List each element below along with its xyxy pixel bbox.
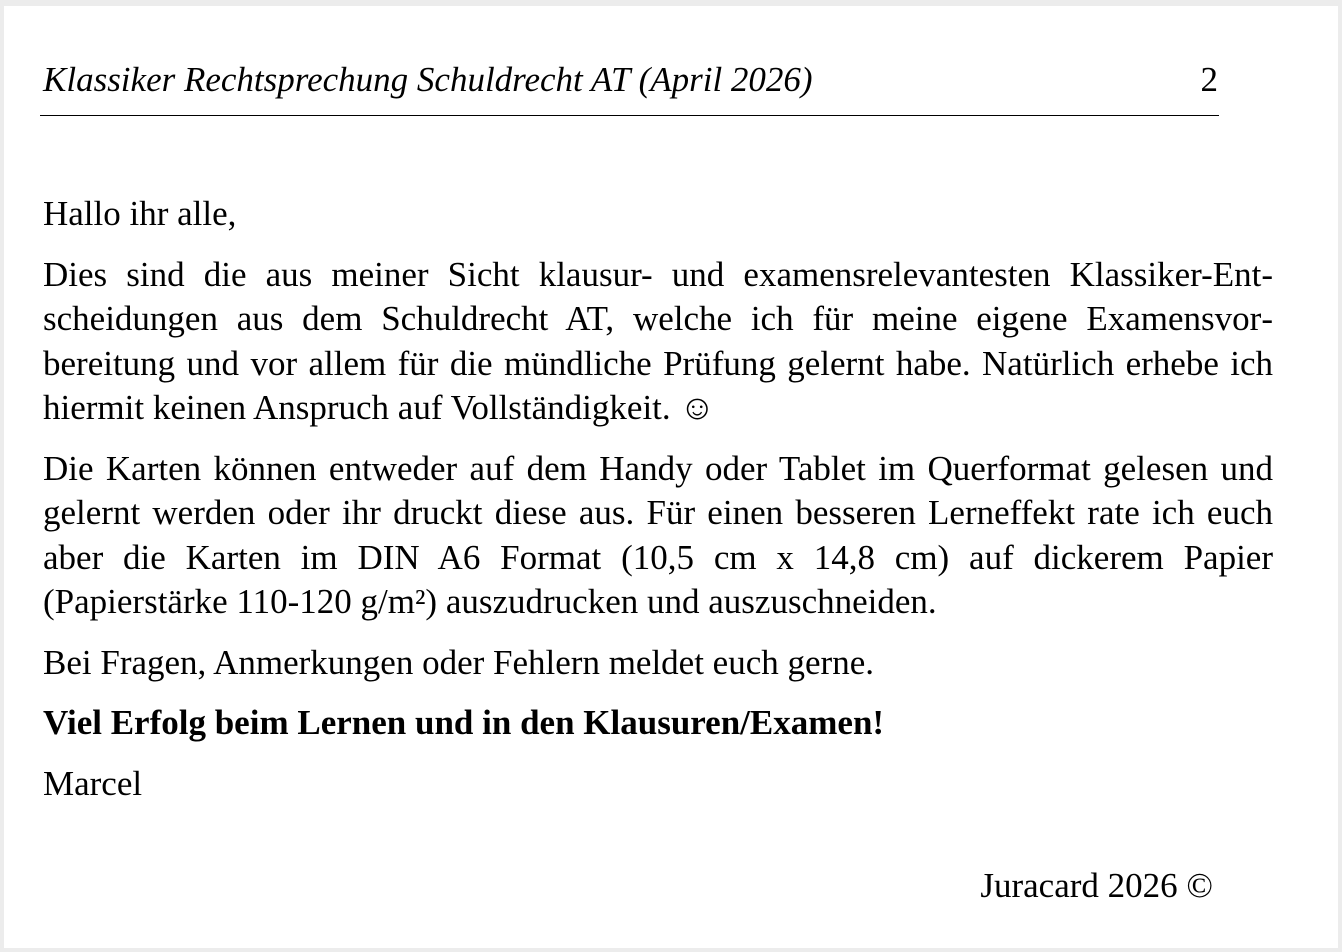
header-divider [40, 115, 1219, 116]
signature-name: Marcel [43, 763, 143, 803]
page-number: 2 [1200, 60, 1218, 99]
document-page [4, 6, 1338, 948]
greeting-text: Hallo ihr alle, [43, 194, 237, 233]
footer-copyright: Juracard 2026 © [980, 866, 1213, 905]
page-header [40, 58, 1218, 102]
header-title: Klassiker Rechtsprechung Schuldrecht AT (April 2026) [43, 60, 813, 99]
intro-paragraph: Dies sind die aus meiner Sicht klausur- und examensrelevantesten Klassiker-Entscheidungen aus dem Schuldrecht AT, welche ich für meine eigene Examensvorbereitung und vor allem für die mündliche Prüfung gelernt habe. Natürlich erhebe ich hiermit keinen Anspruch auf Vollständigkeit. ☺ [43, 254, 1273, 427]
closing-wish: Viel Erfolg beim Lernen und in den Klausuren/Examen! [43, 703, 885, 742]
contact-paragraph: Bei Fragen, Anmerkungen oder Fehlern meldet euch gerne. [43, 642, 874, 682]
usage-paragraph: Die Karten können entweder auf dem Handy oder Tablet im Querformat gelesen und gelernt werden oder ihr druckt diese aus. Für einen besseren Lerneffekt rate ich euch aber die Karten im DIN A6 Format (10,5 cm x 14,8 cm) auf dickerem Papier (Papierstärke 110-120 g/m²) auszudrucken und auszuschneiden. [43, 448, 1273, 621]
letter-body [43, 192, 1273, 806]
